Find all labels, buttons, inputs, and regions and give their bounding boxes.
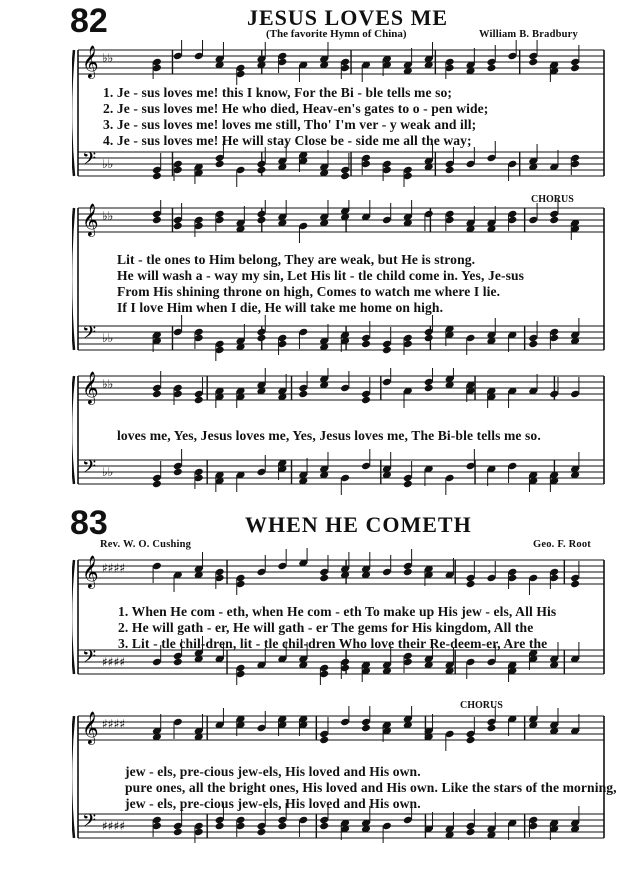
composer-credit: William B. Bradbury <box>479 29 578 40</box>
hymn-subtitle: (The favorite Hymn of China) <box>266 28 407 40</box>
svg-text:𝄢: 𝄢 <box>82 647 97 672</box>
svg-text:𝄞: 𝄞 <box>82 371 99 404</box>
lyric-line: loves me, Yes, Jesus loves me, Yes, Jesus loves me, The Bi-ble tells me so. <box>117 428 541 443</box>
hymn-number: 82 <box>70 2 108 40</box>
hymn-number: 83 <box>70 504 108 542</box>
svg-text:𝄞: 𝄞 <box>82 45 99 78</box>
lyric-line: pure ones, all the bright ones, His loved and His own. Like the stars of the morning, <box>125 780 617 795</box>
svg-text:𝄢: 𝄢 <box>82 457 97 482</box>
svg-text:♯♯♯♯: ♯♯♯♯ <box>102 819 126 833</box>
lyric-line: 2. Je - sus loves me! He who died, Heav-en's gates to o - pen wide; <box>103 101 489 116</box>
lyric-line: jew - els, pre-cious jew-els, His loved and His own. <box>125 764 421 779</box>
svg-text:𝄞: 𝄞 <box>82 711 99 744</box>
svg-text:𝄢: 𝄢 <box>82 811 97 836</box>
lyric-line: 2. He will gath - er, He will gath - er The gems for His kingdom, All the <box>118 620 534 635</box>
svg-text:♭♭: ♭♭ <box>102 51 114 65</box>
lyric-line: 1. Je - sus loves me! this I know, For the Bi - ble tells me so; <box>103 85 452 100</box>
lyric-line: 1. When He com - eth, when He com - eth To make up His jew - els, All His <box>118 604 557 619</box>
svg-text:♭♭: ♭♭ <box>102 377 114 391</box>
lyric-line: 3. Lit - tle chil-dren, lit - tle chil-dren Who love their Re-deem-er, Are the <box>118 636 548 651</box>
svg-text:𝄞: 𝄞 <box>82 555 99 588</box>
svg-text:♭♭: ♭♭ <box>102 465 114 479</box>
svg-text:♯♯♯♯: ♯♯♯♯ <box>102 655 126 669</box>
svg-text:♭♭: ♭♭ <box>102 209 114 223</box>
svg-text:♭♭: ♭♭ <box>102 331 114 345</box>
lyric-line: He will wash a - way my sin, Let His lit - tle child come in. Yes, Je-sus <box>117 268 525 283</box>
svg-text:♯♯♯♯: ♯♯♯♯ <box>102 561 126 575</box>
author-credit: Rev. W. O. Cushing <box>100 539 192 550</box>
svg-text:𝄢: 𝄢 <box>82 323 97 348</box>
lyric-line: 4. Je - sus loves me! He will stay Close be - side me all the way; <box>103 133 472 148</box>
svg-text:♯♯♯♯: ♯♯♯♯ <box>102 717 126 731</box>
chorus-label: CHORUS <box>460 700 503 711</box>
svg-text:♭♭: ♭♭ <box>102 157 114 171</box>
hymn-title: WHEN HE COMETH <box>245 512 472 537</box>
lyric-line: jew - els, pre-cious jew-els, His loved and His own. <box>125 796 421 811</box>
svg-text:𝄢: 𝄢 <box>82 149 97 174</box>
chorus-label: CHORUS <box>531 194 574 205</box>
lyric-line: 3. Je - sus loves me! loves me still, Tho' I'm ver - y weak and ill; <box>103 117 477 132</box>
lyric-line: If I love Him when I die, He will take me home on high. <box>117 300 444 315</box>
lyric-line: From His shining throne on high, Comes to watch me where I lie. <box>117 284 501 299</box>
hymn-title: JESUS LOVES ME <box>247 5 449 30</box>
svg-text:𝄞: 𝄞 <box>82 203 99 236</box>
composer-credit: Geo. F. Root <box>533 539 592 550</box>
lyric-line: Lit - tle ones to Him belong, They are weak, but He is strong. <box>117 252 476 267</box>
